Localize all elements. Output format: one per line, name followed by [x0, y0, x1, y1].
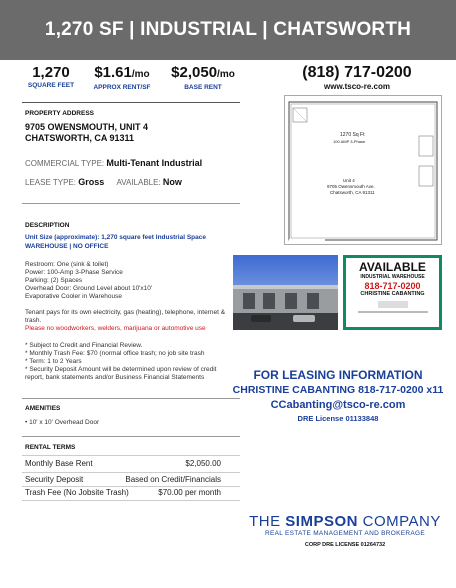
divider	[22, 203, 240, 204]
sign-phone: 818-717-0200	[364, 281, 421, 291]
description-unit-size: Unit Size (approximate): 1,270 square feet Industrial Space	[25, 234, 206, 241]
leasing-title: FOR LEASING INFORMATION	[253, 368, 423, 382]
stat-value: 1,270	[32, 64, 70, 81]
stat-square-feet	[22, 64, 80, 90]
list-item: Restroom: One (sink & toilet)	[25, 261, 109, 268]
floor-plan-street: 9705 Owensmouth Ave.	[327, 184, 375, 189]
list-item: Parking: (2) Spaces	[25, 277, 83, 284]
sign-name: CHRISTINE CABANTING	[360, 291, 425, 297]
tenant-pays-text: Tenant pays for its own electricity, gas (heating), telephone, internet & trash.	[25, 309, 226, 324]
commercial-type-label: COMMERCIAL TYPE:	[25, 159, 105, 168]
floor-plan-city: Chatsworth, CA 91311	[330, 190, 375, 195]
page-header	[0, 0, 456, 60]
stat-suffix: /mo	[217, 69, 235, 80]
divider	[22, 102, 240, 103]
divider	[22, 500, 240, 501]
stat-label: SQUARE FEET	[27, 82, 75, 89]
list-item: Power: 100-Amp 3-Phase Service	[25, 269, 123, 276]
stat-value: $2,050	[171, 64, 218, 81]
leasing-contact: CHRISTINE CABANTING 818-717-0200 x11	[232, 384, 444, 396]
lease-type-row	[25, 177, 240, 187]
rent-value: Based on Credit/Financials	[125, 475, 221, 484]
company-name-prefix: THE	[249, 513, 286, 530]
leasing-dre: DRE License 01133848	[297, 414, 379, 423]
description-warehouse: WAREHOUSE | NO OFFICE	[25, 242, 109, 250]
divider	[22, 436, 240, 437]
available-sign	[343, 255, 442, 330]
building-photo-image	[233, 255, 338, 330]
contact-website[interactable]: www.tsco-re.com	[324, 82, 390, 91]
table-row	[25, 475, 221, 484]
notes-list	[25, 342, 235, 382]
sign-panel	[346, 258, 439, 327]
divider	[22, 472, 240, 473]
divider	[22, 398, 240, 399]
lease-type-value: Gross	[78, 177, 105, 187]
amenities-heading: AMENITIES	[25, 405, 61, 412]
floor-plan-unit: Unit 4	[343, 178, 355, 183]
property-address-block	[25, 110, 235, 144]
company-logo	[248, 513, 442, 548]
amenities-block	[25, 405, 235, 427]
list-item: * Subject to Credit and Financial Review.	[25, 342, 143, 349]
stat-label: BASE RENT	[184, 84, 222, 91]
floor-plan-title: 1270 Sq Ft	[340, 132, 365, 138]
rent-value: $70.00 per month	[158, 488, 221, 497]
rent-value: $2,050.00	[185, 459, 221, 468]
page-title: 1,270 SF | INDUSTRIAL | CHATSWORTH	[44, 19, 412, 40]
list-item: * Monthly Trash Fee: $70 (normal office trash; no job site trash	[25, 350, 205, 357]
detail-list	[25, 261, 235, 301]
divider	[22, 486, 240, 487]
divider	[22, 455, 240, 456]
sign-warehouse: INDUSTRIAL WAREHOUSE	[360, 274, 425, 280]
table-row	[25, 488, 221, 497]
rental-terms-heading: RENTAL TERMS	[25, 444, 76, 451]
contact-phone: (818) 717-0200	[302, 64, 412, 81]
floor-plan-power: 100 AMP 3-Phase	[333, 139, 366, 144]
stat-value: $1.61	[94, 64, 132, 81]
list-item: * Term: 1 to 2 Years	[25, 358, 82, 365]
sign-logo-icon	[378, 301, 408, 308]
address-line1: 9705 OWENSMOUTH, UNIT 4	[25, 122, 149, 132]
company-tagline: REAL ESTATE MANAGEMENT AND BROKERAGE	[264, 530, 426, 537]
leasing-email[interactable]: CCabanting@tsco-re.com	[270, 399, 406, 411]
address-line2: CHATSWORTH, CA 91311	[25, 133, 135, 143]
company-name-suffix: COMPANY	[357, 513, 441, 530]
list-item: Evaporative Cooler in Warehouse	[25, 293, 122, 300]
key-stats	[22, 64, 240, 94]
available-label: AVAILABLE:	[116, 178, 161, 187]
description-heading: DESCRIPTION	[25, 222, 70, 229]
rent-label: Monthly Base Rent	[25, 459, 93, 468]
table-row	[25, 459, 221, 468]
commercial-type-row	[25, 158, 240, 168]
company-license: CORP DRE LICENSE 01264732	[304, 542, 386, 548]
list-item: * Security Deposit Amount will be determined upon review of credit report, bank statements and/or Business Financial Statements	[25, 366, 217, 381]
rent-label: Trash Fee (No Jobsite Trash)	[25, 488, 129, 497]
lease-type-label: LEASE TYPE:	[25, 178, 76, 187]
sign-fineprint-icon	[358, 311, 428, 313]
list-item: • 10' x 10' Overhead Door	[25, 419, 100, 426]
company-name-bold: SIMPSON	[285, 513, 358, 530]
commercial-type-value: Multi-Tenant Industrial	[106, 158, 203, 168]
building-photo	[233, 255, 338, 330]
floor-plan	[284, 95, 442, 245]
address-heading: PROPERTY ADDRESS	[25, 110, 94, 117]
restriction-text: Please no woodworkers, welders, marijuana or automotive use	[25, 325, 206, 332]
sign-available: AVAILABLE	[359, 260, 426, 274]
stat-base-rent	[166, 64, 240, 92]
stat-suffix: /mo	[131, 69, 150, 80]
list-item: Overhead Door: Ground Level about 10'x10'	[25, 285, 153, 292]
description-block	[25, 222, 235, 382]
company-name	[248, 513, 442, 530]
floor-plan-drawing	[285, 96, 441, 244]
available-value: Now	[162, 177, 182, 187]
rent-label: Security Deposit	[25, 475, 84, 484]
stat-label: APPROX RENT/SF	[93, 84, 151, 91]
stat-rent-sf	[88, 64, 156, 92]
